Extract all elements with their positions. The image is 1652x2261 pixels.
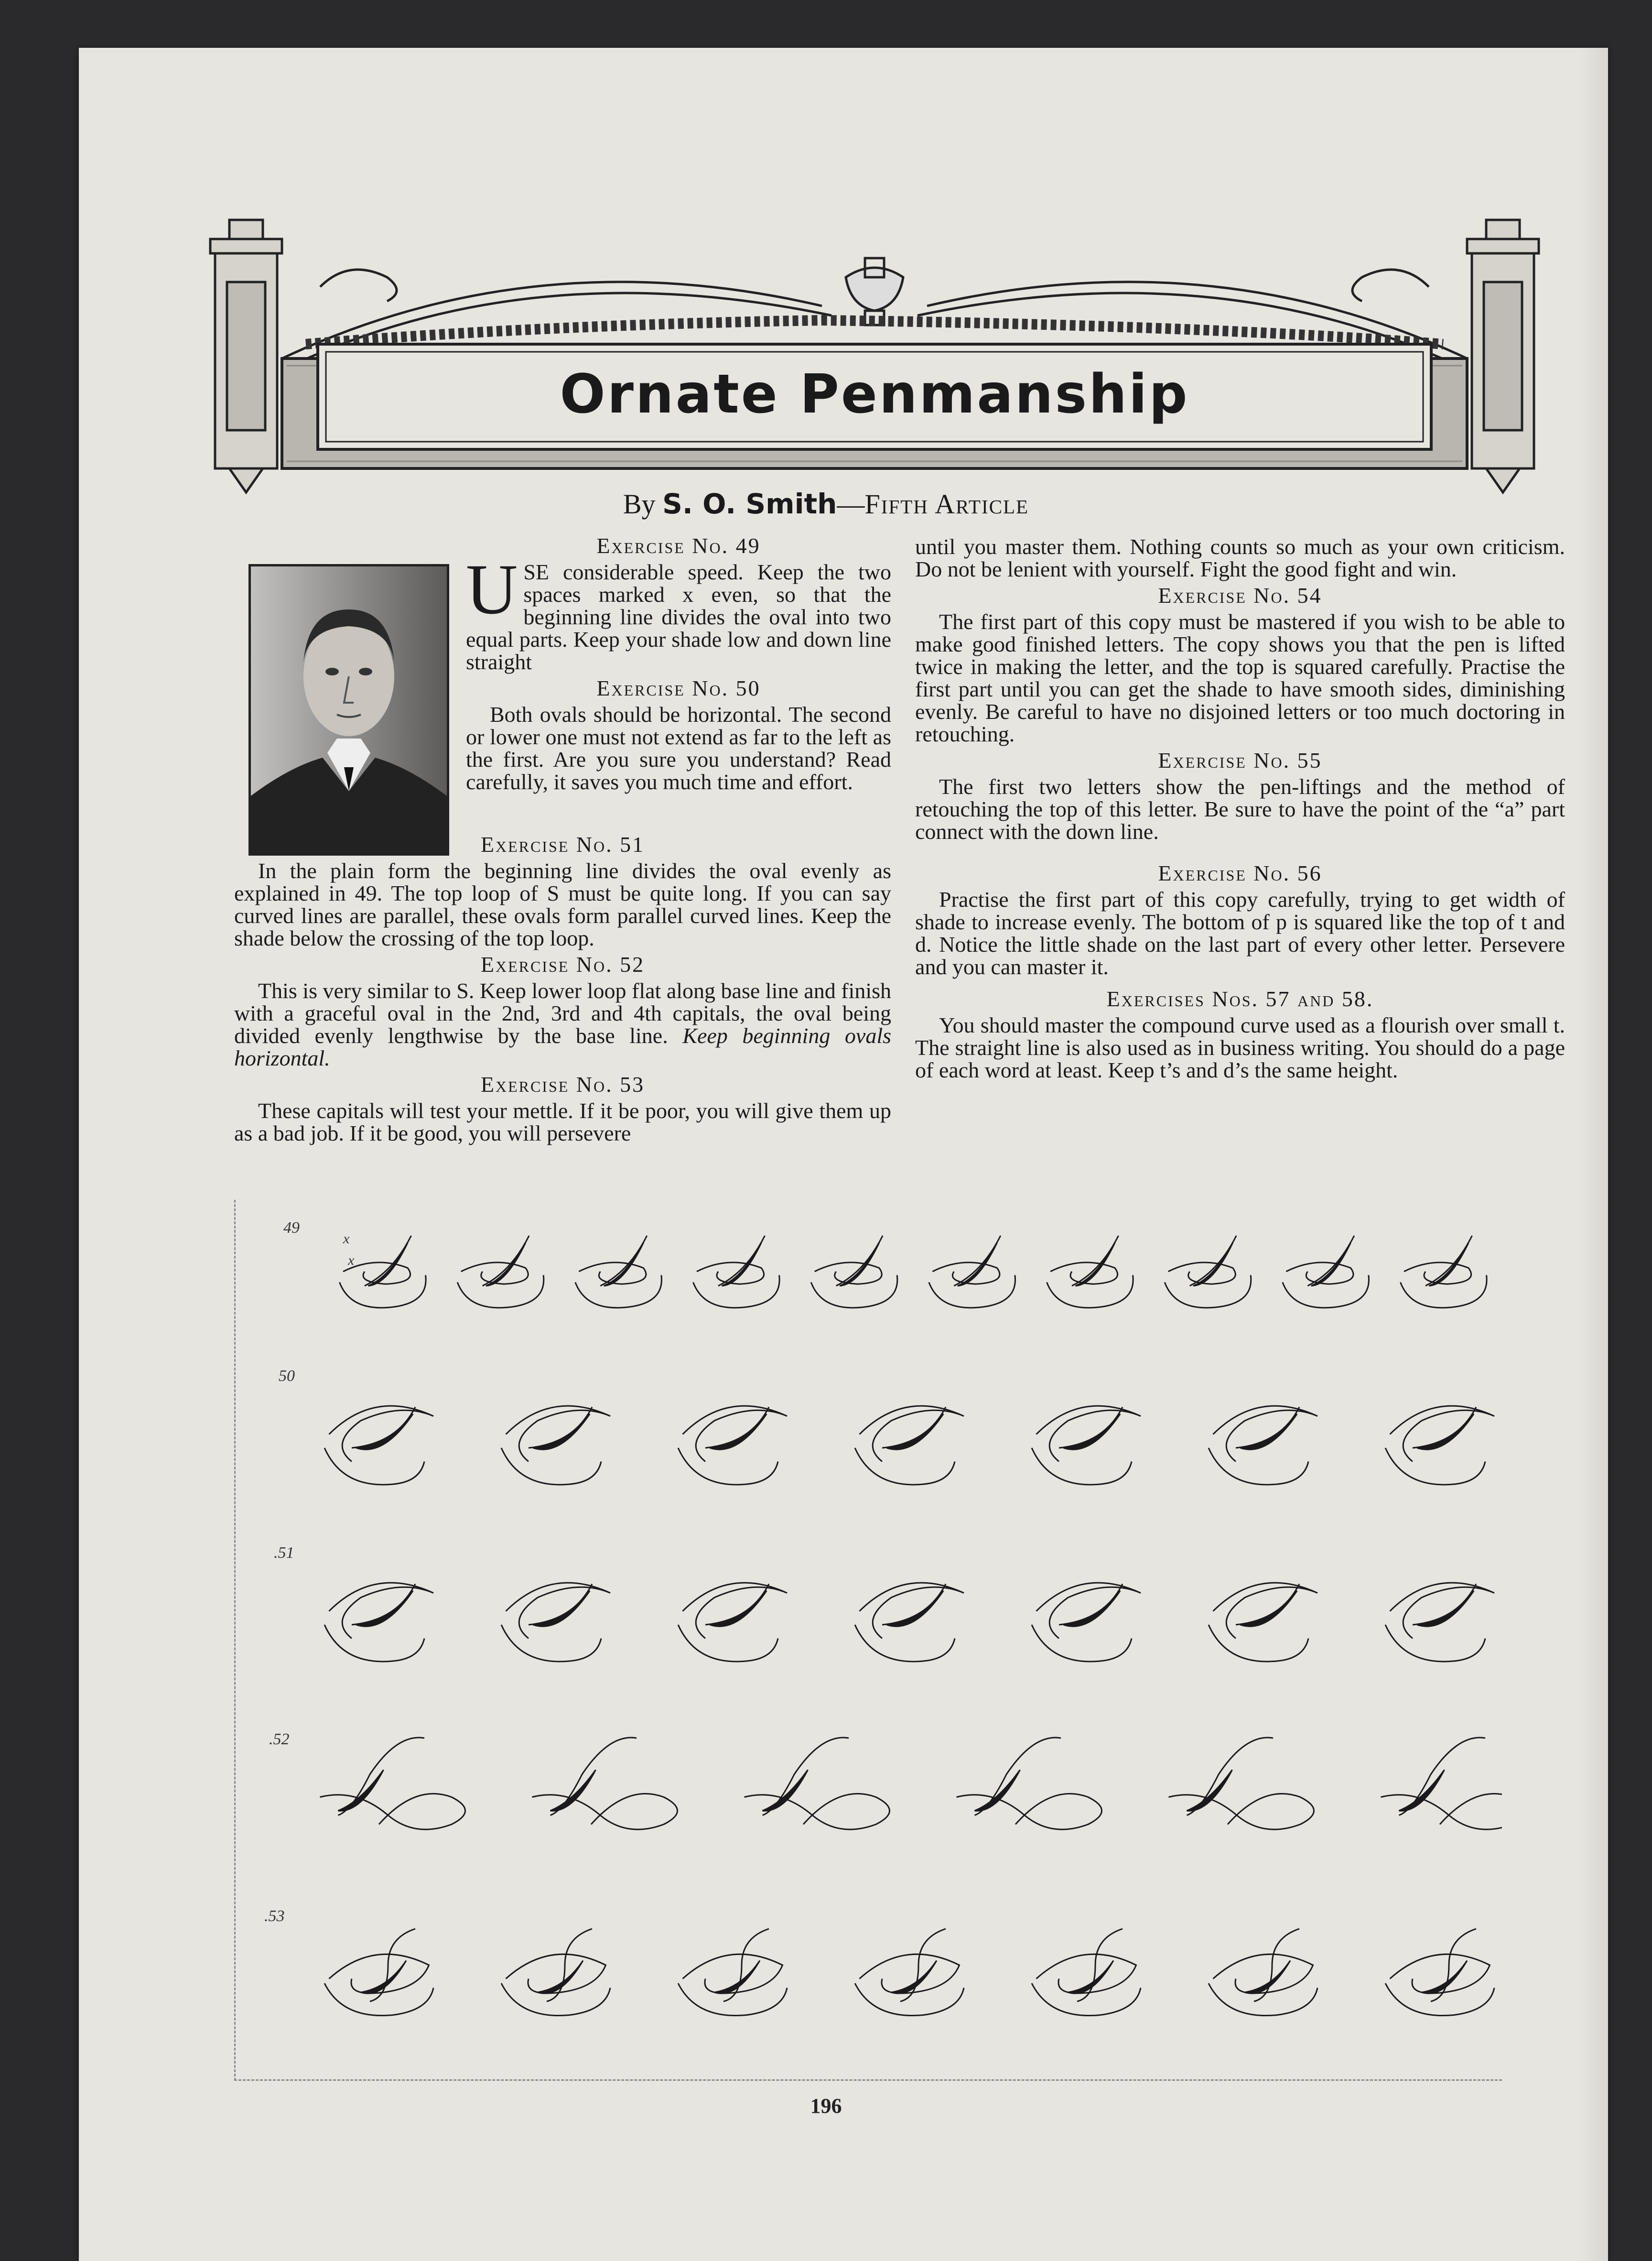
byline-prefix: By	[623, 489, 663, 520]
flourish-stroke	[575, 1236, 662, 1308]
exercise-52-italic: Keep beginning ovals horizontal.	[234, 1023, 892, 1070]
exercise-53-text: These capitals will test your mettle. If it be poor, you will give them up as a bad job. If it be good, you will persevere	[234, 1098, 891, 1145]
flourish-stroke	[1037, 1406, 1141, 1461]
flourish-capital-g	[678, 1929, 787, 2016]
flourish-stroke	[860, 1583, 964, 1638]
flourish-stroke	[501, 1929, 610, 2016]
row-label-49: 49	[283, 1219, 300, 1237]
flourish-stroke	[329, 1583, 434, 1638]
flourish-stroke	[678, 1929, 787, 2016]
byline-article: Fifth Article	[864, 489, 1029, 520]
exercise-51-text: In the plain form the beginning line divides the oval evenly as explained in 49. The top loop of S must be quite long. If you can say curved lines are parallel, these ovals form parallel curved lines. Keep the shade below the crossing of the top loop.	[234, 859, 891, 950]
byline-dash: —	[837, 489, 865, 520]
flourish-capital-a	[929, 1236, 1015, 1308]
flourish-shade	[1311, 1243, 1351, 1286]
exercises-57-58-text: You should master the compound curve used as a flourish over small t. The straight line is also used as in business writing. You should do a page of each word at least. Keep t’s and d’s the same height.	[915, 1013, 1565, 1082]
flourish-stroke	[855, 1929, 964, 2016]
flourish-stroke	[532, 1794, 678, 1829]
exercise-51-heading: Exercise No. 51	[480, 832, 645, 857]
flourish-stroke	[693, 1236, 780, 1308]
flourish-stroke	[1213, 1406, 1318, 1461]
flourish-capital-g	[1032, 1929, 1141, 2016]
flourish-stroke	[929, 1236, 1015, 1308]
row-label-50: 50	[279, 1367, 295, 1385]
exercise-55-heading: Exercise No. 55	[1158, 748, 1322, 772]
flourish-capital-g	[855, 1929, 964, 2016]
flourish-stroke	[1213, 1583, 1318, 1638]
spacing-mark-upper: x	[343, 1231, 350, 1247]
flourish-capital-a	[1165, 1236, 1251, 1308]
flourish-shade	[368, 1243, 408, 1286]
flourish-shade	[1429, 1243, 1469, 1286]
flourish-capital-s	[678, 1406, 787, 1485]
flourish-capital-g	[1209, 1929, 1317, 2016]
exercise-50-text: Both ovals should be horizontal. The second or lower one must not extend as far to the left as the first. Are you sure you understand? Read carefully, it saves you much time and effort.	[466, 702, 891, 794]
exercise-49-heading: Exercise No. 49	[596, 533, 761, 558]
row-label-53: .53	[264, 1907, 285, 1925]
flourish-shade	[604, 1243, 644, 1286]
spacing-mark-lower: x	[348, 1252, 355, 1268]
flourish-stroke	[320, 1794, 465, 1829]
portrait-illustration	[251, 566, 447, 853]
flourish-capital-g	[1385, 1929, 1494, 2016]
flourish-stroke	[340, 1236, 426, 1308]
flourish-stroke	[1209, 1929, 1317, 2016]
flourish-capital-a	[1283, 1236, 1369, 1308]
exercise-49-text: SE considerable speed. Keep the two spaces marked x even, so that the beginning line divides the oval into two equal parts. Keep your shade low and down line straight	[466, 560, 891, 674]
flourish-stroke	[1047, 1236, 1134, 1308]
flourish-stroke	[957, 1794, 1102, 1829]
page-edge-shadow	[1579, 48, 1608, 2261]
exercises-57-58-heading: Exercises Nos. 57 and 58.	[1106, 987, 1374, 1011]
flourish-capital-l	[532, 1738, 678, 1829]
flourish-stroke	[860, 1406, 964, 1461]
right-column	[915, 535, 1565, 1081]
flourish-capital-a	[1401, 1236, 1487, 1308]
flourish-capital-s	[1209, 1406, 1317, 1485]
flourish-stroke	[1169, 1794, 1314, 1829]
flourish-capital-s	[1032, 1583, 1141, 1662]
flourish-capital-a	[575, 1236, 662, 1308]
dropcap-letter: U	[466, 550, 518, 629]
flourish-capital-s	[501, 1406, 610, 1485]
exercise-53-heading: Exercise No. 53	[480, 1072, 645, 1097]
flourish-capital-l	[1381, 1738, 1502, 1829]
flourish-stroke	[1390, 1406, 1495, 1461]
exercise-56-heading: Exercise No. 56	[1158, 861, 1322, 885]
penmanship-specimens	[236, 1200, 1502, 2079]
flourish-capital-l	[745, 1738, 890, 1829]
flourish-capital-s	[1209, 1583, 1317, 1662]
flourish-shade	[486, 1243, 526, 1286]
author-portrait	[248, 564, 449, 856]
flourish-capital-s	[1385, 1406, 1494, 1485]
flourish-stroke	[1165, 1236, 1251, 1308]
exercise-52-heading: Exercise No. 52	[480, 952, 645, 977]
exercise-50-heading: Exercise No. 50	[596, 676, 761, 700]
flourish-capital-s	[855, 1406, 964, 1485]
ornament-frame	[201, 201, 1548, 497]
flourish-shade	[722, 1243, 762, 1286]
flourish-capital-a	[340, 1236, 426, 1308]
flourish-capital-s	[324, 1583, 433, 1662]
penmanship-plate	[234, 1200, 1502, 2081]
flourish-stroke	[457, 1236, 544, 1308]
flourish-stroke	[1037, 1583, 1141, 1638]
left-column-lower	[234, 829, 891, 1144]
flourish-capital-s	[324, 1406, 433, 1485]
flourish-stroke	[811, 1236, 897, 1308]
left-column-upper	[466, 531, 891, 793]
flourish-stroke	[329, 1406, 434, 1461]
flourish-stroke	[1390, 1583, 1495, 1638]
flourish-capital-s	[1385, 1583, 1494, 1662]
flourish-capital-l	[957, 1738, 1102, 1829]
flourish-capital-s	[855, 1583, 964, 1662]
flourish-stroke	[745, 1794, 890, 1829]
exercise-54-heading: Exercise No. 54	[1158, 583, 1322, 608]
ornamental-header	[201, 201, 1548, 497]
flourish-capital-s	[1032, 1406, 1141, 1485]
flourish-capital-a	[1047, 1236, 1134, 1308]
page-number: 196	[810, 2094, 842, 2118]
flourish-shade	[1076, 1243, 1115, 1286]
flourish-stroke	[506, 1406, 611, 1461]
row-label-52: .52	[269, 1730, 290, 1748]
exercise-52-text: This is very similar to S. Keep lower loop flat along base line and finish with a graceful oval in the 2nd, 3rd and 4th capitals, the oval being divided evenly lengthwise by the base line.	[234, 978, 891, 1048]
byline	[0, 488, 1652, 520]
flourish-capital-g	[324, 1929, 433, 2016]
flourish-stroke	[683, 1583, 788, 1638]
flourish-stroke	[324, 1929, 433, 2016]
flourish-shade	[1193, 1243, 1233, 1286]
flourish-capital-s	[678, 1583, 787, 1662]
flourish-stroke	[683, 1406, 788, 1461]
flourish-capital-l	[320, 1738, 465, 1829]
flourish-stroke	[506, 1583, 611, 1638]
flourish-capital-a	[811, 1236, 897, 1308]
flourish-capital-a	[457, 1236, 544, 1308]
flourish-capital-g	[501, 1929, 610, 2016]
page-title: Ornate Penmanship	[560, 363, 1189, 425]
flourish-capital-l	[1169, 1738, 1314, 1829]
flourish-shade	[840, 1243, 879, 1286]
flourish-stroke	[1283, 1236, 1369, 1308]
flourish-stroke	[1385, 1929, 1494, 2016]
exercise-53-continued-text: until you master them. Nothing counts so much as your own criticism. Do not be lenient with yourself. Fight the good fight and win.	[915, 534, 1565, 581]
flourish-stroke	[1401, 1236, 1487, 1308]
exercise-55-text: The first two letters show the pen-liftings and the method of retouching the top of this letter. Be sure to have the point of the “a” part connect with the down line.	[915, 774, 1565, 844]
exercise-56-text: Practise the first part of this copy carefully, trying to get width of shade to increase evenly. The bottom of p is squared like the top of t and d. Notice the little shade on the last part of every other letter. Persevere and you can master it.	[915, 887, 1565, 979]
flourish-stroke	[1032, 1929, 1141, 2016]
byline-author: S. O. Smith	[662, 488, 837, 520]
flourish-stroke	[1381, 1794, 1502, 1829]
exercise-54-text: The first part of this copy must be mastered if you wish to be able to make good finished letters. The copy shows you that the pen is lifted twice in making the letter, and the top is squared carefully. Practise the first part until you can get the shade to have smooth sides, diminishing evenly. Be careful to have no disjoined letters or too much doctoring in retouching.	[915, 609, 1565, 746]
flourish-capital-a	[693, 1236, 780, 1308]
flourish-shade	[958, 1243, 997, 1286]
row-label-51: .51	[274, 1544, 294, 1562]
flourish-capital-s	[501, 1583, 610, 1662]
